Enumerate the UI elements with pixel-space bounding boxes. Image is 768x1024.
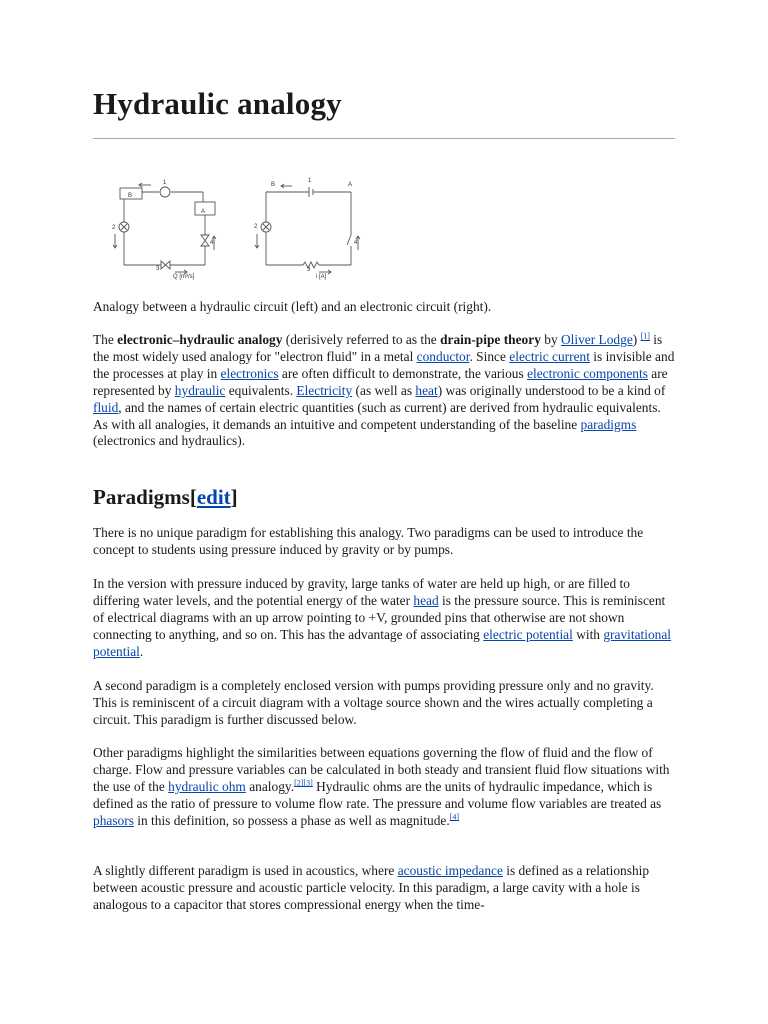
text: . (139, 643, 144, 659)
text: . Since (469, 348, 510, 364)
text: analogy. (245, 778, 295, 794)
text: (as well as (352, 382, 416, 398)
text: with (572, 626, 604, 642)
label-b: B (128, 193, 133, 199)
label-a: A (201, 209, 206, 215)
text: equivalents. (225, 382, 297, 398)
reference-link[interactable]: [2][3] (294, 778, 313, 788)
pump-icon (160, 187, 170, 197)
paragraph (93, 576, 675, 661)
edit-section-link[interactable]: edit (196, 485, 231, 509)
label-3: 3 (156, 266, 160, 272)
text: are represented by (93, 365, 668, 398)
label-a: A (348, 182, 353, 188)
link-oliver-lodge[interactable]: Oliver Lodge (561, 332, 633, 347)
link-electric-potential[interactable]: electric potential (483, 626, 573, 642)
text: The (93, 332, 118, 347)
link-head[interactable]: head (413, 592, 439, 608)
bold-term: drain-pipe theory (440, 332, 541, 347)
current-label: i [A] (316, 274, 327, 280)
text: ) (632, 332, 641, 347)
paragraph (93, 863, 675, 914)
circuit-figure (111, 172, 461, 280)
valve-icon (201, 235, 209, 246)
intro-paragraph (93, 332, 675, 450)
label-3: 3 (307, 267, 311, 273)
bracket: ] (230, 485, 238, 509)
label-1: 1 (163, 180, 167, 186)
text: A slightly different paradigm is used in acoustics, where (93, 863, 398, 878)
link-conductor[interactable]: conductor (416, 348, 470, 364)
link-electronic-components[interactable]: electronic components (527, 365, 648, 381)
reference-link[interactable]: [4] (449, 812, 460, 822)
title-divider (93, 138, 675, 139)
link-hydraulic-ohm[interactable]: hydraulic ohm (168, 778, 246, 794)
text: Hydraulic ohms are the units of hydraulic impedance, which is defined as the ratio of pressure to volume flow rate. The pressure and volume flow variables are treated as (93, 778, 662, 811)
text: (electronics and hydraulics). (93, 433, 246, 449)
circuit-diagram-image (111, 172, 461, 280)
link-paradigms[interactable]: paradigms (580, 416, 637, 432)
bold-term: electronic–hydraulic analogy (117, 332, 283, 347)
switch-icon (347, 235, 351, 245)
resistor-icon (303, 262, 319, 268)
bracket: [ (189, 485, 197, 509)
label-4: 4 (354, 240, 358, 246)
link-heat[interactable]: heat (415, 382, 438, 398)
text: In the version with pressure induced by gravity, large tanks of water are held up high, or are filled to differing water levels, and the potential energy of the water (93, 576, 630, 608)
link-electricity[interactable]: Electricity (296, 382, 353, 398)
text: is defined as a relationship between acoustic pressure and acoustic particle velocity. In this paradigm, a large cavity with a hole is analogous to a capacitor that stores compressional energy when the time- (93, 863, 650, 912)
page-title: Hydraulic analogy (93, 86, 342, 121)
text: are often difficult to demonstrate, the various (278, 365, 528, 381)
reference-link[interactable]: [1] (640, 331, 650, 341)
text: is the pressure source. This is reminiscent of electrical diagrams with an up arrow pointing to +V, grounded pins that otherwise are not shown connecting to anything, and so on. This has the advantage of associating (93, 592, 666, 642)
electronic-circuit (255, 184, 360, 274)
paragraph: A second paradigm is a completely enclosed version with pumps providing pressure only and no gravity. This is reminiscent of a circuit diagram with a voltage source shown and the wires actually completing a circuit. This paradigm is further discussed below. (93, 678, 654, 727)
label-1: 1 (308, 178, 312, 184)
figure-caption: Analogy between a hydraulic circuit (left) and an electronic circuit (right). (93, 299, 492, 314)
section-heading-text: Paradigms (93, 485, 190, 509)
link-electric-current[interactable]: electric current (509, 348, 590, 364)
constriction-icon (161, 261, 170, 269)
label-2: 2 (254, 224, 258, 230)
text: is the most widely used analogy for "electron fluid" in a metal (93, 332, 663, 364)
paragraph: There is no unique paradigm for establishing this analogy. Two paradigms can be used to introduce the concept to students using pressure induced by gravity or by pumps. (93, 525, 644, 557)
link-acoustic-impedance[interactable]: acoustic impedance (397, 863, 503, 878)
link-gravitational-potential[interactable]: gravitational potential (93, 626, 672, 659)
link-electronics[interactable]: electronics (220, 365, 279, 381)
label-b: B (271, 182, 276, 188)
link-phasors[interactable]: phasors (93, 812, 134, 828)
link-hydraulic[interactable]: hydraulic (174, 382, 226, 398)
text: by (540, 332, 561, 347)
text: Other paradigms highlight the similarities between equations governing the flow of fluid and the flow of charge. Flow and pressure variables can be calculated in both steady and transient fluid flow situations with the use of the (93, 745, 670, 794)
text: ) was originally understood to be a kind of (437, 382, 666, 398)
paragraph (93, 745, 675, 830)
text: (derisively referred to as the (282, 332, 441, 347)
flow-label: Q [m³/s] (173, 274, 195, 280)
text: in this definition, so possess a phase as well as magnitude. (133, 812, 450, 828)
text: is invisible and the processes at play in (93, 348, 675, 381)
link-fluid[interactable]: fluid (93, 399, 119, 415)
label-4: 4 (210, 240, 214, 246)
section-heading (93, 485, 675, 510)
text: , and the names of certain electric quantities (such as current) are derived from hydraulic equivalents. As with all analogies, it demands an intuitive and competent understanding of the baseline (93, 399, 661, 432)
label-2: 2 (112, 225, 116, 231)
